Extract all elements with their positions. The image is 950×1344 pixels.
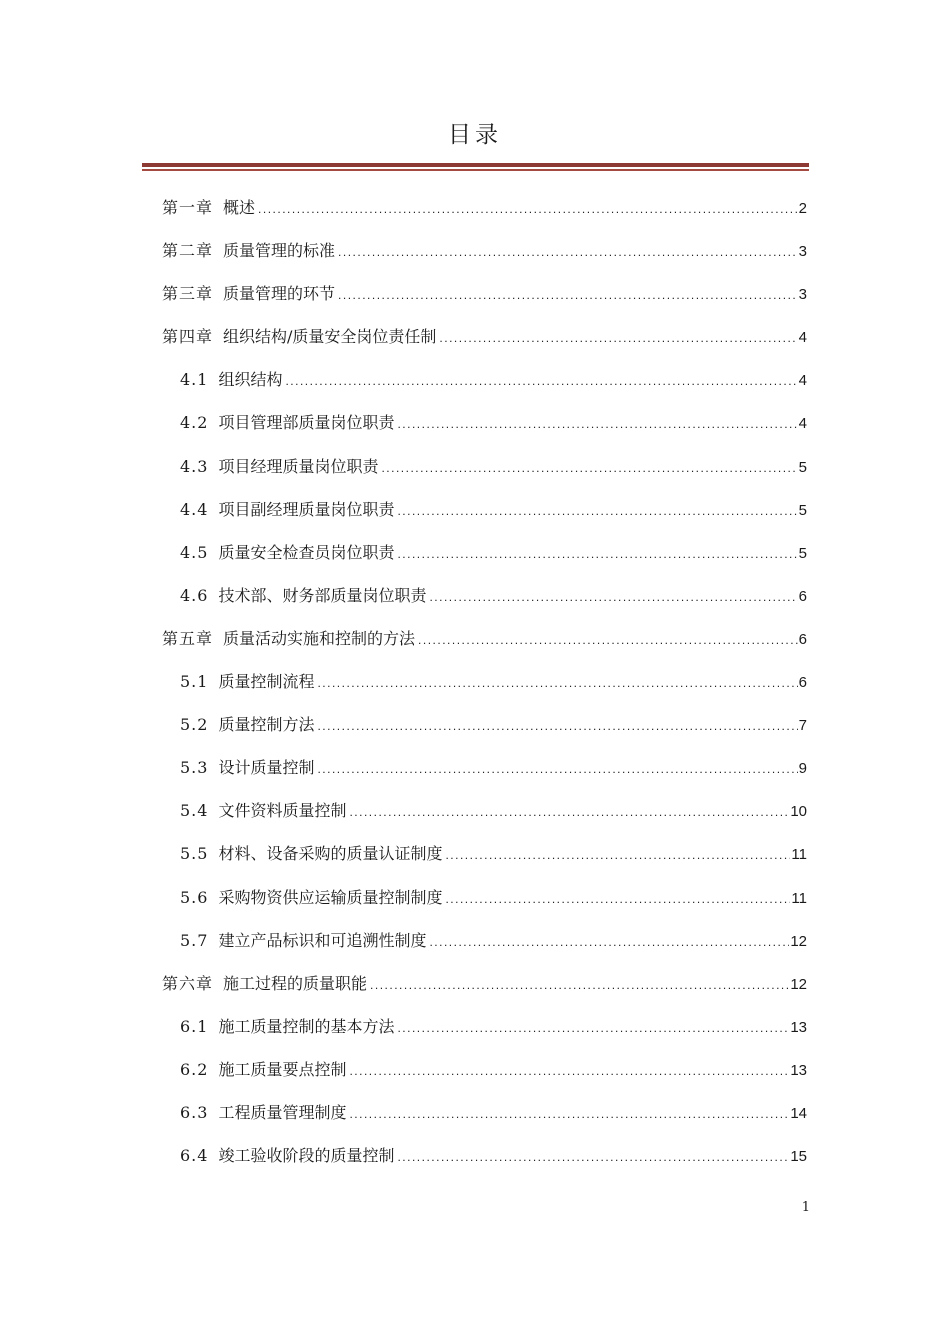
toc-dot-leader <box>349 795 789 829</box>
toc-entry-label: 质量管理的标准 <box>223 241 336 261</box>
title-rule-thick <box>142 163 809 167</box>
toc-entry-number: 4.4 <box>180 499 209 519</box>
toc-entry-page: 4 <box>798 329 807 347</box>
toc-entry[interactable] <box>162 1053 807 1096</box>
toc-entry[interactable] <box>162 665 807 708</box>
toc-entry-title <box>180 579 426 613</box>
toc-entry-title <box>180 837 442 871</box>
toc-entry[interactable] <box>162 493 807 536</box>
toc-entry-number: 第六章 <box>162 973 214 993</box>
toc-dot-leader <box>397 1140 789 1174</box>
toc-entry-label: 项目副经理质量岗位职责 <box>218 499 395 519</box>
toc-entry-number: 6.4 <box>180 1146 209 1166</box>
toc-entry-title <box>180 406 394 440</box>
toc-entry-number: 4.2 <box>180 413 209 433</box>
toc-entry-page: 5 <box>798 544 807 562</box>
toc-entry-label: 施工过程的质量职能 <box>223 973 368 993</box>
toc-entry-number: 5.3 <box>180 758 209 778</box>
toc-entry-label: 采购物资供应运输质量控制制度 <box>218 887 443 907</box>
toc-entry[interactable] <box>162 277 807 320</box>
toc-entry-number: 第五章 <box>162 628 214 648</box>
toc-entry-title <box>180 881 442 915</box>
toc-entry[interactable] <box>162 708 807 751</box>
toc-entry-title <box>180 665 314 699</box>
toc-entry-number: 6.3 <box>180 1102 209 1122</box>
toc-entry-page: 10 <box>790 803 807 821</box>
toc-entry-label: 施工质量控制的基本方法 <box>218 1016 395 1036</box>
toc-entry-title <box>180 751 314 785</box>
toc-dot-leader <box>381 451 797 485</box>
toc-entry-label: 施工质量要点控制 <box>218 1059 347 1079</box>
toc-dot-leader <box>285 364 797 398</box>
toc-entry-page: 3 <box>798 286 807 304</box>
toc-entry-number: 5.2 <box>180 715 209 735</box>
toc-entry-title <box>180 450 378 484</box>
toc-entry-label: 质量管理的环节 <box>223 284 336 304</box>
toc-entry-label: 质量活动实施和控制的方法 <box>223 628 416 648</box>
toc-entry-label: 工程质量管理制度 <box>218 1102 347 1122</box>
toc-entry[interactable] <box>162 450 807 493</box>
toc-entry-title <box>180 708 314 742</box>
toc-entry-label: 组织结构 <box>218 370 283 390</box>
toc-entry[interactable] <box>162 191 807 234</box>
toc-dot-leader <box>397 1011 789 1045</box>
toc-entry[interactable] <box>162 234 807 277</box>
toc-dot-leader <box>445 838 790 872</box>
toc-dot-leader <box>429 580 797 614</box>
toc-dot-leader <box>317 709 797 743</box>
toc-entry-title <box>180 1096 346 1130</box>
toc-entry-label: 质量控制流程 <box>218 672 315 692</box>
toc-entry[interactable] <box>162 622 807 665</box>
toc-entry-page: 13 <box>790 1061 807 1079</box>
toc-entry-title <box>180 1053 346 1087</box>
toc-entry-page: 3 <box>798 243 807 261</box>
toc-entry-label: 项目管理部质量岗位职责 <box>218 413 395 433</box>
toc-entry-page: 11 <box>791 846 807 864</box>
toc-entry-number: 第二章 <box>162 241 214 261</box>
toc-entry[interactable] <box>162 881 807 924</box>
toc-dot-leader <box>397 494 797 528</box>
toc-entry-page: 14 <box>790 1104 807 1122</box>
toc-entry-number: 4.1 <box>180 370 209 390</box>
toc-dot-leader <box>349 1054 789 1088</box>
toc-entry-label: 材料、设备采购的质量认证制度 <box>218 844 443 864</box>
toc-entry-page: 4 <box>798 415 807 433</box>
toc-entry-label: 竣工验收阶段的质量控制 <box>218 1146 395 1166</box>
toc-entry[interactable] <box>162 1096 807 1139</box>
toc-entry-number: 6.1 <box>180 1016 209 1036</box>
toc-entry-page: 5 <box>798 458 807 476</box>
toc-entry-page: 15 <box>790 1148 807 1166</box>
toc-dot-leader <box>317 752 797 786</box>
toc-entry-number: 第四章 <box>162 327 214 347</box>
toc-dot-leader <box>445 882 790 916</box>
toc-entry[interactable] <box>162 924 807 967</box>
toc-entry-number: 5.1 <box>180 672 209 692</box>
toc-entry-page: 9 <box>798 760 807 778</box>
toc-entry-page: 5 <box>798 501 807 519</box>
toc-entry[interactable] <box>162 536 807 579</box>
toc-entry-title <box>180 363 282 397</box>
toc-entry-number: 5.7 <box>180 930 209 950</box>
toc-entry[interactable] <box>162 579 807 622</box>
toc-entry[interactable] <box>162 320 807 363</box>
toc-dot-leader <box>338 278 798 312</box>
toc-dot-leader <box>429 925 789 959</box>
toc-entry-title <box>162 277 335 311</box>
toc-entry-title <box>162 320 436 354</box>
toc-entry-title <box>180 924 426 958</box>
toc-dot-leader <box>418 623 798 657</box>
toc-entry-label: 技术部、财务部质量岗位职责 <box>218 585 427 605</box>
toc-entry-page: 12 <box>790 975 807 993</box>
toc-entry[interactable] <box>162 837 807 880</box>
toc-entry-number: 4.3 <box>180 456 209 476</box>
toc-entry[interactable] <box>162 1010 807 1053</box>
toc-entry-page: 2 <box>798 200 807 217</box>
toc-entry[interactable] <box>162 1139 807 1182</box>
toc-entry[interactable] <box>162 794 807 837</box>
toc-entry-number: 4.5 <box>180 542 209 562</box>
toc-dot-leader <box>439 321 797 355</box>
toc-entry-label: 项目经理质量岗位职责 <box>218 456 379 476</box>
toc-entry-label: 建立产品标识和可追溯性制度 <box>218 930 427 950</box>
toc-dot-leader <box>397 537 797 571</box>
toc-dot-leader <box>317 666 797 700</box>
toc-entry-title <box>162 191 255 225</box>
toc-entry-number: 第三章 <box>162 284 214 304</box>
toc-entry-title <box>180 493 394 527</box>
toc-entry-page: 13 <box>790 1018 807 1036</box>
toc-entry[interactable] <box>162 967 807 1010</box>
toc-entry-page: 6 <box>798 587 807 605</box>
toc-entry-page: 6 <box>798 674 807 692</box>
toc-entry-number: 5.4 <box>180 801 209 821</box>
toc-entry-number: 5.6 <box>180 887 209 907</box>
toc-entry-number: 4.6 <box>180 585 209 605</box>
page-title: 目录 <box>448 122 502 148</box>
page-number: 1 <box>801 1200 810 1215</box>
title-rule-thin <box>142 169 809 171</box>
toc-entry-title <box>180 1139 394 1173</box>
toc-entry[interactable] <box>162 363 807 406</box>
toc-entry-page: 12 <box>790 932 807 950</box>
toc-entry-title <box>162 234 335 268</box>
toc-entry-title <box>180 536 394 570</box>
toc-entry-page: 6 <box>798 630 807 648</box>
table-of-contents <box>162 191 807 1182</box>
toc-entry-title <box>162 967 367 1001</box>
toc-entry-title <box>180 794 346 828</box>
toc-entry-number: 第一章 <box>162 198 214 217</box>
toc-entry-page: 4 <box>798 372 807 390</box>
toc-dot-leader <box>370 968 789 1002</box>
toc-entry-label: 组织结构/质量安全岗位责任制 <box>223 327 437 347</box>
toc-entry[interactable] <box>162 406 807 449</box>
toc-dot-leader <box>397 407 797 441</box>
toc-entry[interactable] <box>162 751 807 794</box>
toc-entry-page: 7 <box>798 717 807 735</box>
toc-entry-number: 5.5 <box>180 844 209 864</box>
toc-entry-label: 质量安全检查员岗位职责 <box>218 542 395 562</box>
toc-dot-leader <box>338 235 798 269</box>
toc-entry-title <box>180 1010 394 1044</box>
toc-entry-label: 质量控制方法 <box>218 715 315 735</box>
toc-entry-page: 11 <box>791 889 807 907</box>
toc-dot-leader <box>349 1097 789 1131</box>
toc-entry-label: 设计质量控制 <box>218 758 315 778</box>
toc-dot-leader <box>258 192 798 226</box>
toc-entry-number: 6.2 <box>180 1059 209 1079</box>
toc-entry-label: 概述 <box>223 198 256 217</box>
toc-entry-title <box>162 622 415 656</box>
toc-entry-label: 文件资料质量控制 <box>218 801 347 821</box>
